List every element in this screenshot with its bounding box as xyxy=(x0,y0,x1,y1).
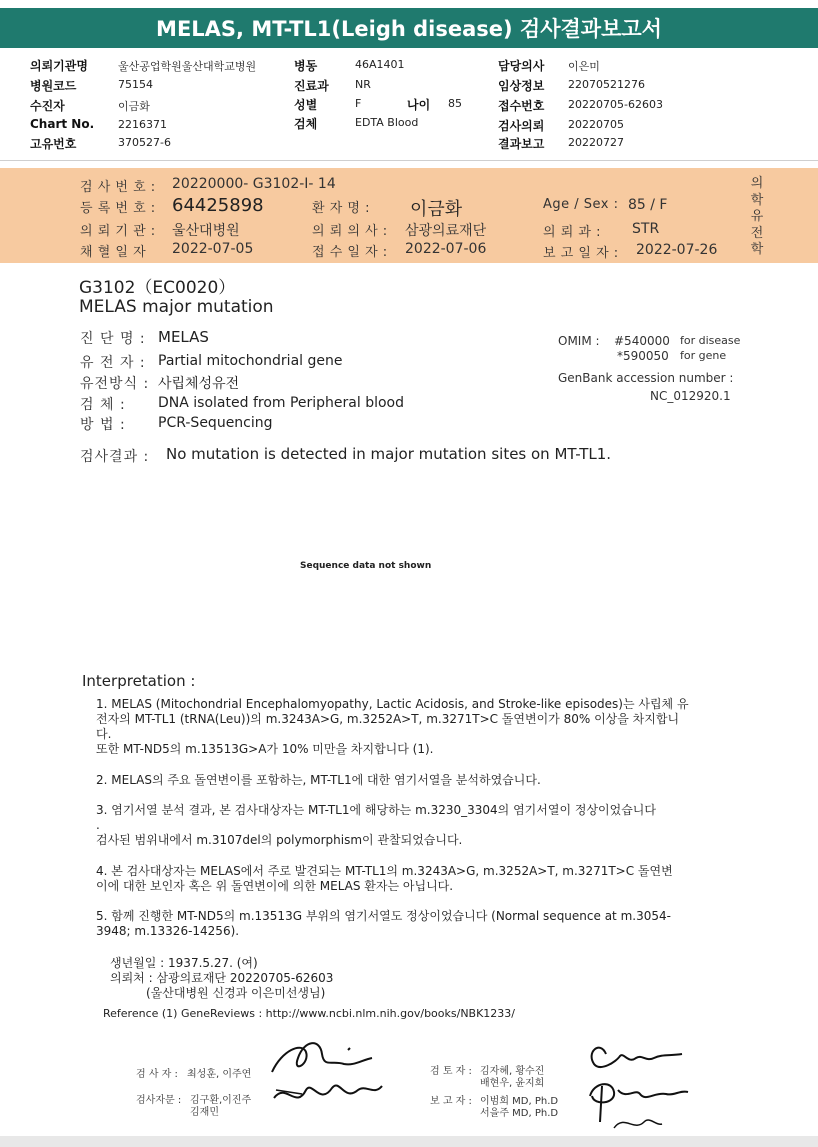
code-label: 병원코드 xyxy=(30,79,77,93)
inherit-label: 유전방식 : xyxy=(80,376,150,392)
gene-value: Partial mitochondrial gene xyxy=(158,353,343,369)
sex-label: 성별 xyxy=(294,98,318,112)
specimen-type-value: DNA isolated from Peripheral blood xyxy=(158,395,405,411)
reviewer-signature-icon xyxy=(570,1030,700,1140)
omim-gene: *590050 xyxy=(617,349,669,363)
test-no-value: 20220000- G3102-I- 14 xyxy=(172,176,336,192)
patient-name-label: 환 자 명 : xyxy=(312,201,370,216)
diagnosis-label: 진 단 명 : xyxy=(80,331,146,347)
reporter-label: 보 고 자 : xyxy=(430,1096,472,1107)
examiner-label: 검 사 자 : xyxy=(136,1069,178,1080)
genbank-value: NC_012920.1 xyxy=(650,389,731,403)
interp-p4-line2: 이에 대한 보인자 혹은 위 돌연변이에 의한 MELAS 환자는 아닙니다. xyxy=(96,879,454,893)
doctor-value: 이은미 xyxy=(568,60,600,73)
ward-value: 46A1401 xyxy=(355,58,405,71)
band-report-label: 보 고 일 자 : xyxy=(543,246,619,261)
interp-p5-line2: 3948; m.13326-14256). xyxy=(96,924,240,938)
unique-label: 고유번호 xyxy=(30,137,77,151)
patient-label: 수진자 xyxy=(30,99,65,113)
advisor-label: 검사자문 : xyxy=(136,1095,182,1106)
ward-label: 병동 xyxy=(294,59,318,73)
result-value: No mutation is detected in major mutation sites on MT-TL1. xyxy=(166,445,612,463)
omim-gene-note: for gene xyxy=(680,349,727,362)
interp-p1-line2: 전자의 MT-TL1 (tRNA(Leu))의 m.3243A>G, m.3252A>T, m.3271T>C 돌연변이가 80% 이상을 차지합니 xyxy=(96,712,680,726)
receive-value: 2022-07-06 xyxy=(405,241,487,257)
unique-value: 370527-6 xyxy=(118,136,171,149)
examiner-signature-icon xyxy=(262,1030,412,1120)
chart-value: 2216371 xyxy=(118,118,167,131)
specimen-value: EDTA Blood xyxy=(355,116,419,129)
reference: Reference (1) GeneReviews : http://www.ncbi.nlm.nih.gov/books/NBK1233/ xyxy=(103,1007,516,1020)
interp-p1-line3: 다. xyxy=(96,727,112,741)
reg-no-label: 등 록 번 호 : xyxy=(80,201,156,216)
patient-value: 이금화 xyxy=(118,100,150,113)
advisor-value-2: 김재민 xyxy=(190,1107,219,1118)
doctor-label: 담당의사 xyxy=(498,59,545,73)
interp-p3-line3: 검사된 범위내에서 m.3107del의 polymorphism이 관찰되었습니다. xyxy=(96,833,463,847)
header-divider xyxy=(0,160,818,161)
reporter-value-1: 이범희 MD, Ph.D xyxy=(480,1096,559,1107)
test-no-label: 검 사 번 호 : xyxy=(80,180,156,195)
age-sex-value: 85 / F xyxy=(628,197,668,213)
req-org-label: 의 뢰 기 관 : xyxy=(80,224,156,239)
band-report-value: 2022-07-26 xyxy=(636,242,718,258)
interp-p5-line1: 5. 함께 진행한 MT-ND5의 m.13513G 부위의 염기서열도 정상이었습니다 (Normal sequence at m.3054- xyxy=(96,909,671,923)
chart-label: Chart No. xyxy=(30,117,95,131)
receipt-value: 20220705-62603 xyxy=(568,98,663,111)
req-doc-label: 의 뢰 의 사 : xyxy=(312,224,388,239)
request-value: 20220705 xyxy=(568,118,624,131)
interp-p4-line1: 4. 본 검사대상자는 MELAS에서 주로 발견되는 MT-TL1의 m.3243A>G, m.3252A>T, m.3271T>C 돌연변 xyxy=(96,864,673,878)
hospital-label: 의뢰기관명 xyxy=(30,59,88,73)
method-value: PCR-Sequencing xyxy=(158,415,273,431)
test-code: G3102（EC0020） xyxy=(79,278,236,298)
hospital-value: 울산공업학원울산대학교병원 xyxy=(118,60,257,73)
receive-label: 접 수 일 자 : xyxy=(312,245,388,260)
advisor-value-1: 김구환,이진주 xyxy=(190,1095,252,1106)
department-vertical-text: 의학유전학 xyxy=(750,176,764,257)
req-dept-label: 의 뢰 과 : xyxy=(543,225,601,240)
interpretation-title: Interpretation : xyxy=(82,672,196,690)
method-label: 방 법 : xyxy=(80,417,126,433)
specimen-label: 검체 xyxy=(294,117,318,131)
sex-value: F xyxy=(355,97,362,110)
req-dept-value: STR xyxy=(632,221,660,237)
clinical-value: 22070521276 xyxy=(568,78,645,91)
reviewer-value-2: 배현우, 윤지희 xyxy=(480,1078,545,1089)
report-date-label: 결과보고 xyxy=(498,137,545,151)
requester-note: (울산대병원 신경과 이은미선생님) xyxy=(146,986,326,1000)
clinical-label: 임상정보 xyxy=(498,79,545,93)
test-name: MELAS major mutation xyxy=(79,297,274,317)
interp-p3-line1: 3. 염기서열 분석 결과, 본 검사대상자는 MT-TL1에 해당하는 m.3230_3304의 염기서열이 정상이었습니다 xyxy=(96,803,656,817)
result-label: 검사결과 : xyxy=(80,449,150,465)
age-label: 나이 xyxy=(407,98,431,112)
gene-label: 유 전 자 : xyxy=(80,355,146,371)
omim-disease: #540000 xyxy=(614,334,670,348)
request-label: 검사의뢰 xyxy=(498,119,545,133)
req-org-value: 울산대병원 xyxy=(172,223,240,239)
requester: 의뢰처 : 삼광의료재단 20220705-62603 xyxy=(110,971,334,985)
age-sex-label: Age / Sex : xyxy=(543,197,619,212)
genbank-label: GenBank accession number : xyxy=(558,371,734,385)
collect-label: 채 혈 일 자 xyxy=(80,245,147,260)
code-value: 75154 xyxy=(118,78,153,91)
collect-value: 2022-07-05 xyxy=(172,241,254,257)
reg-no-value: 64425898 xyxy=(172,195,264,216)
interp-p3-line2: . xyxy=(96,818,100,832)
reviewer-label: 검 토 자 : xyxy=(430,1066,472,1077)
interp-p1-line1: 1. MELAS (Mitochondrial Encephalomyopathy, Lactic Acidosis, and Stroke-like episodes)는 사립체 유 xyxy=(96,697,689,711)
bottom-strip xyxy=(0,1136,818,1147)
report-title: MELAS, MT-TL1(Leigh disease) 검사결과보고서 xyxy=(0,8,818,48)
reviewer-value-1: 김자혜, 황수진 xyxy=(480,1066,545,1077)
examiner-value: 최성훈, 이주연 xyxy=(187,1069,252,1080)
omim-disease-note: for disease xyxy=(680,334,741,347)
age-value: 85 xyxy=(448,97,462,110)
diagnosis-value: MELAS xyxy=(158,328,209,346)
birth-date: 생년월일 : 1937.5.27. (여) xyxy=(110,956,258,970)
dept-label: 진료과 xyxy=(294,79,329,93)
inherit-value: 사립체성유전 xyxy=(158,376,240,392)
req-doc-value: 삼광의료재단 xyxy=(405,223,487,239)
interp-p1-line4: 또한 MT-ND5의 m.13513G>A가 10% 미만을 차지합니다 (1). xyxy=(96,742,434,756)
omim-label: OMIM : xyxy=(558,334,600,348)
reporter-value-2: 서을주 MD, Ph.D xyxy=(480,1108,559,1119)
specimen-type-label: 검 체 : xyxy=(80,397,126,413)
dept-value: NR xyxy=(355,78,371,91)
report-date-value: 20220727 xyxy=(568,136,624,149)
sequence-note: Sequence data not shown xyxy=(300,561,432,571)
patient-name-value: 이금화 xyxy=(410,199,463,220)
interp-p2: 2. MELAS의 주요 돌연변이를 포함하는, MT-TL1에 대한 염기서열을 분석하였습니다. xyxy=(96,773,541,787)
receipt-label: 접수번호 xyxy=(498,99,545,113)
